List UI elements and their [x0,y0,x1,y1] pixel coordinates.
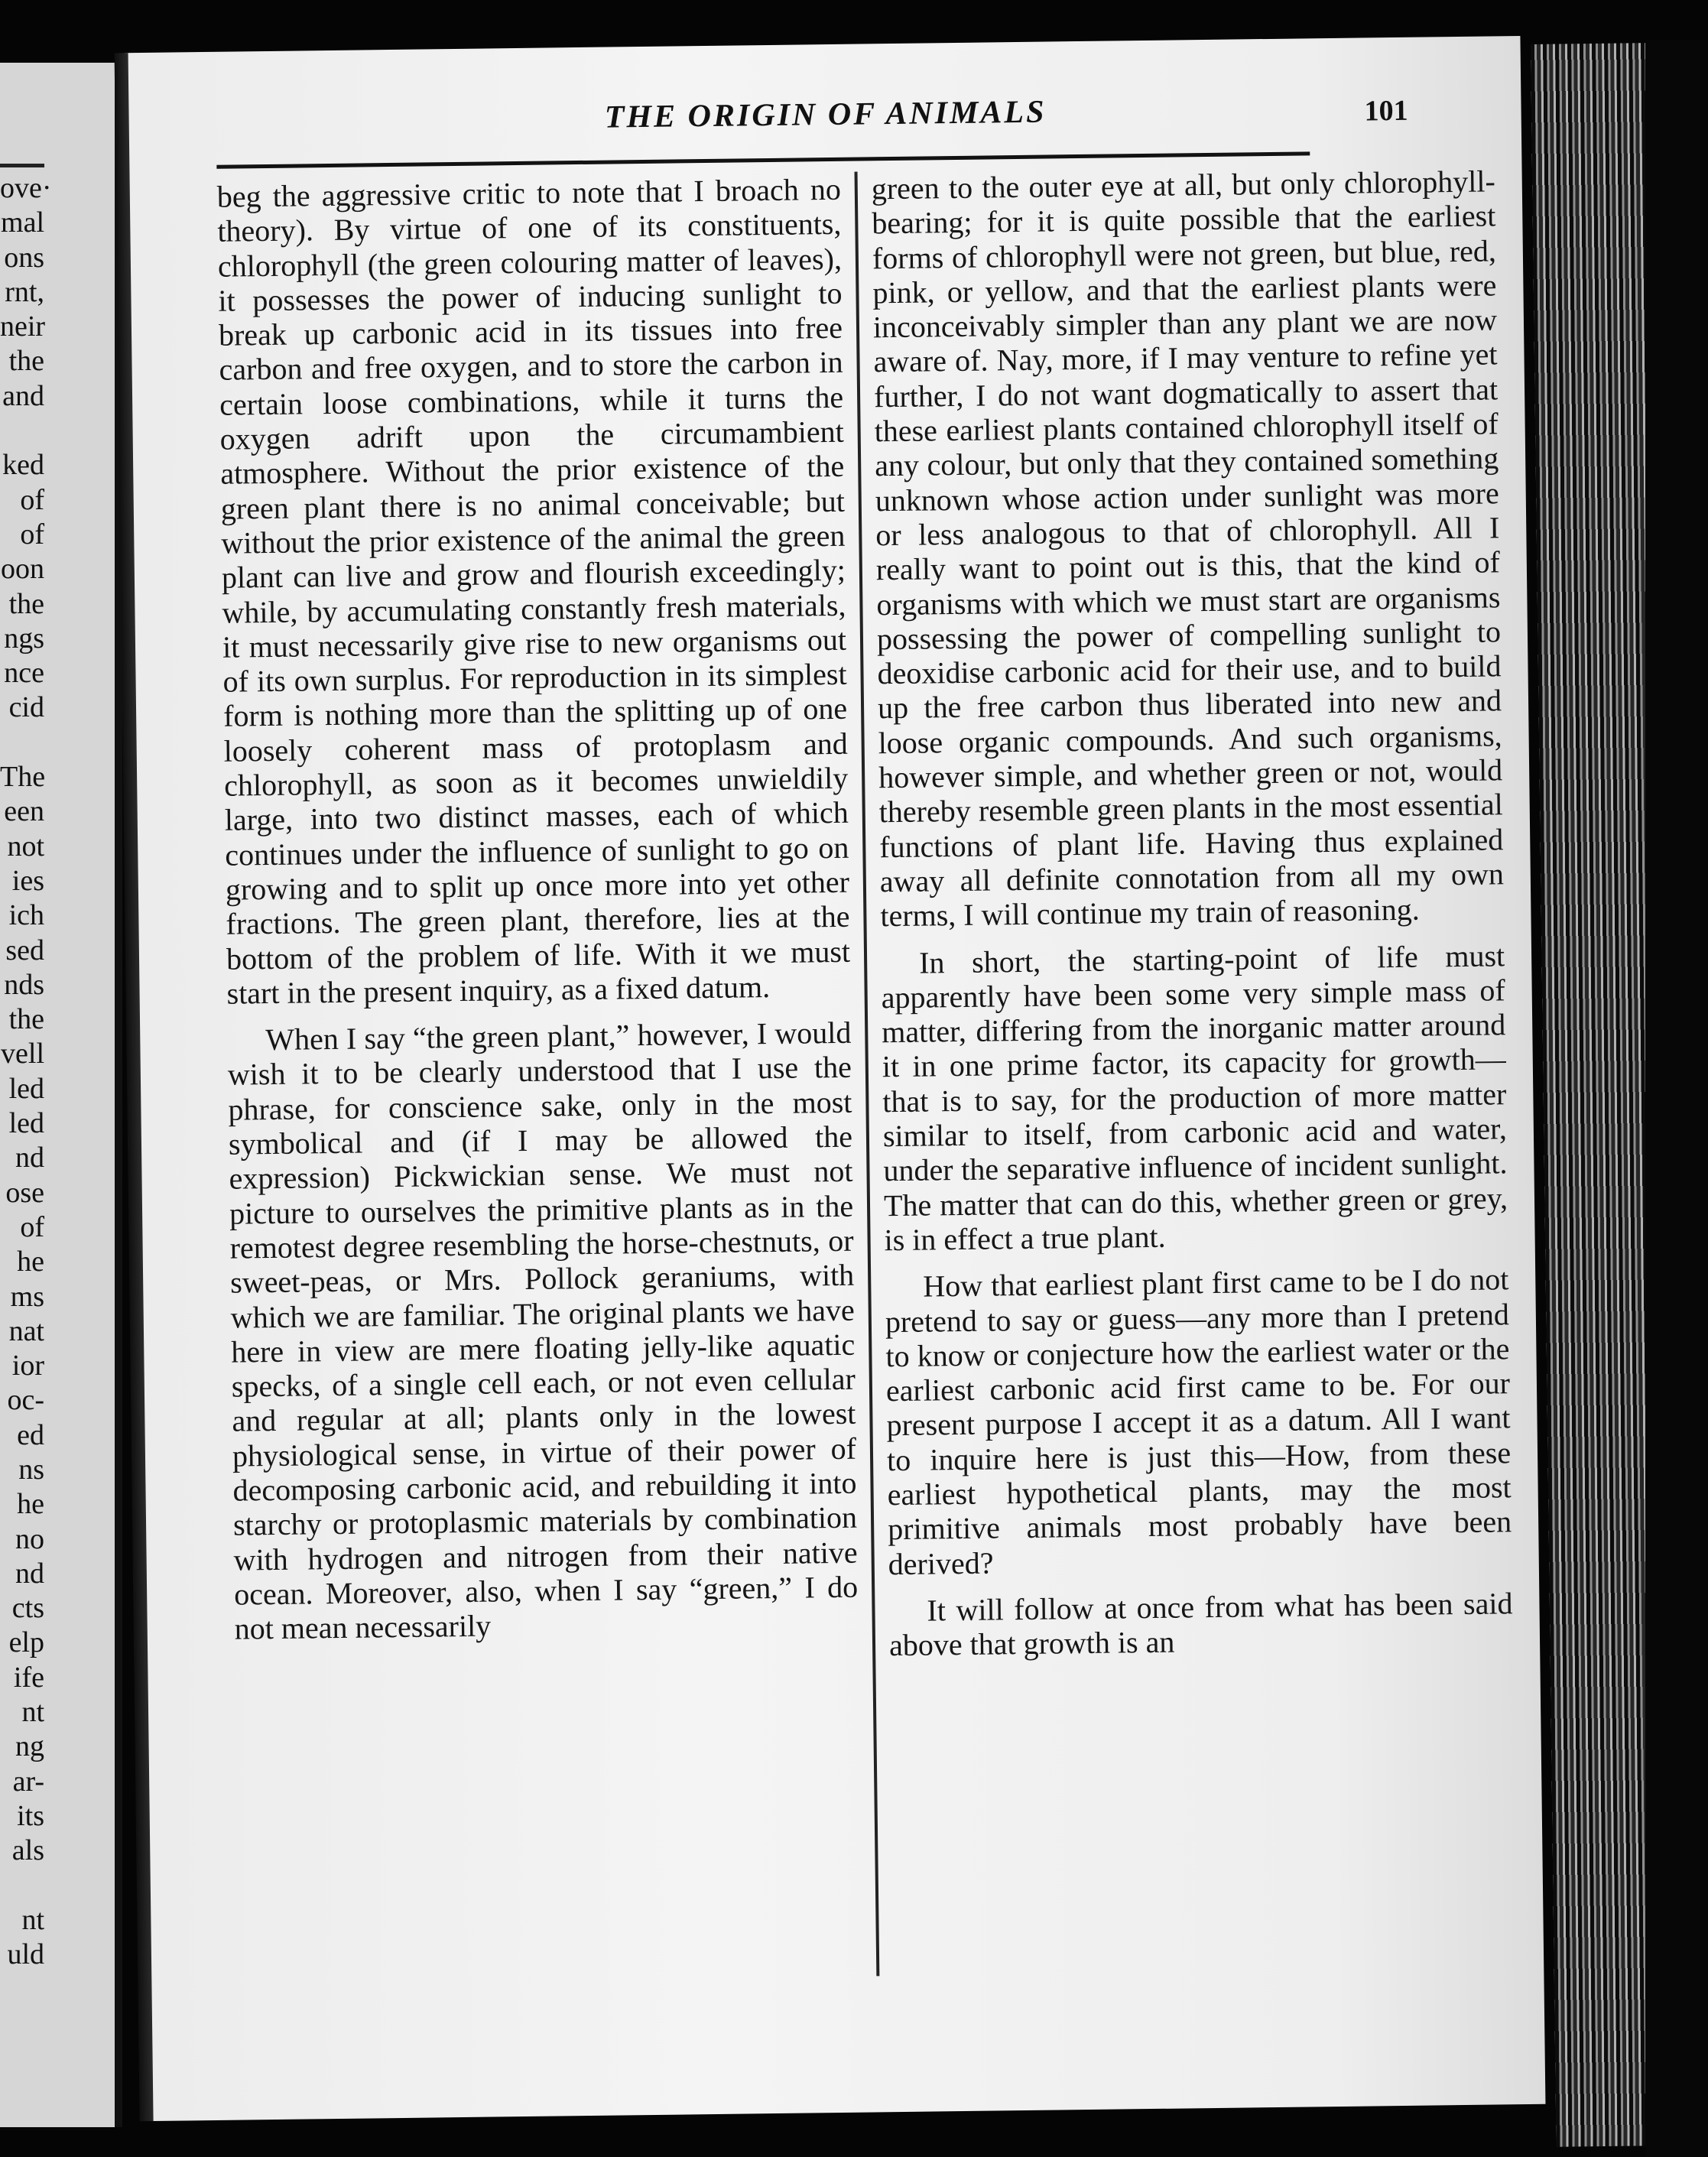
left-page-fragment: ies [11,864,44,897]
left-page-fragment: nt [21,1903,44,1936]
left-page-fragment: ich [8,899,44,932]
left-page-fragment: nce [4,657,44,690]
left-page-fragment: ed [17,1418,44,1451]
left-page-fragment: rnt, [5,275,44,308]
left-column-paragraph: When I say “the green plant,” however, I would wish it to be clearly understood that I use the phrase, for conscience sake, only in the most symbolical and (if I may be allowed the expression) Pickwickian sense. We must not picture to ourselves the primitive plants as in the remotest degree resembling the horse-chestnuts, or sweet-peas, or Mrs. Pollock geraniums, with which we are familiar. The original plants we have here in view are mere floating jelly-like aquatic specks, of a single cell each, or not even cellular and regular at all; plants only in the lowest physiological sense, in virtue of their power of decomposing carbonic acid, and rebuilding it into starchy or protoplasmic materials by combination with hydrogen and nitrogen from their native ocean. Moreover, also, when I say “green,” I do not mean necessarily [227,1015,859,1646]
left-page-fragment: ior [11,1350,44,1382]
left-page-fragment: cid [8,691,44,724]
left-page-fragment: nat [8,1314,44,1347]
left-page-fragment: ngs [4,622,44,655]
left-facing-page [0,63,122,2127]
left-page-fragment: een [4,795,44,828]
left-page-fragment: ms [10,1280,44,1313]
left-page-fragment: the [8,345,44,378]
left-page-fragment: sed [5,934,44,966]
left-page-fragment: als [11,1834,44,1867]
right-column-paragraph: In short, the starting-point of life must apparently have been some very simple mass of matter, differing from the inorganic matter around it in one prime factor, its capacity for growth—that is to say, for the production of more matter similar to itself, from carbonic acid and water, under the separative influence of incident sunlight. The matter that can do this, whether green or grey, is in effect a true plant. [881,937,1508,1258]
left-text-column [217,172,865,2107]
left-page-fragment: ked [2,449,44,482]
right-text-column [872,164,1519,2098]
left-page-fragment: elp [8,1626,44,1659]
left-page-fragment: oc- [7,1384,44,1417]
left-page-fragment: vell [1,1038,44,1070]
left-page-fragment: ar- [12,1765,44,1798]
left-page-fragment: The [0,761,46,794]
left-page-fragment: ns [18,1453,44,1486]
left-page-fragment: oon [1,553,44,586]
left-page-rule [0,164,44,167]
left-page-fragment: not [7,830,44,862]
left-page-fragment: the [8,1003,44,1036]
left-page-fragment: of [20,1210,44,1243]
left-page-fragment: he [17,1488,44,1521]
left-page-fragment: ove· [0,172,52,204]
left-page-fragment: uld [7,1938,44,1971]
left-page-fragment: of [20,483,44,516]
left-page-fragment: ife [13,1661,44,1694]
left-page-fragment: nt [21,1696,44,1729]
left-page-fragment: nd [15,1142,44,1174]
left-page-fragment: of [20,518,44,551]
left-column-paragraph: beg the aggressive critic to note that I broach no theory). By virtue of one of its constituents, chlorophyll (the green colouring matter of leaves), it possesses the power of inducing sunlight to break up carbonic acid in its tissues into free carbon and free oxygen, and to store the carbon in certain loose combinations, while it turns the oxygen adrift upon the circumambient atmosphere. Without the prior existence of the green plant there is no animal conceivable; but without the prior existence of the animal the green plant can live and grow and flourish exceedingly; while, by accumulating constantly fresh materials, it must necessarily give rise to new organisms out of its own surplus. For reproduction in its simplest form is nothing more than the splitting up of one loosely coherent mass of protoplasm and chlorophyll, as soon as it becomes unwieldily large, into two distinct masses, each of which continues under the influence of sunlight to go on growing and to split up once more into yet other fractions. The green plant, therefore, lies at the bottom of the problem of life. With it we must start in the present inquiry, as a fixed datum. [216,171,851,1011]
left-page-fragment: he [17,1246,44,1278]
book-page [125,36,1546,2121]
left-page-fragment: mal [1,206,44,239]
left-page-fragment [0,1869,44,1903]
left-page-fragment: nds [4,968,44,1001]
right-column-paragraph: How that earliest plant first came to be I do not pretend to say or guess—any more than I pretend to know or conjecture how the earliest water or the earliest carbonic acid first came to be. For our present purpose I accept it as a datum. All I want to inquire here is just this—How, from these earliest hypothetical plants, may the most primitive animals most probably have been derived? [885,1262,1512,1581]
left-page-fragment: and [2,379,44,412]
left-page-fragment: led [8,1107,44,1140]
right-column-paragraph: green to the outer eye at all, but only chlorophyll-bearing; for it is quite possible that the earliest forms of chlorophyll were not green, but blue, red, pink, or yellow, and that the earliest plants were inconceivably simpler than any plant we are now aware of. Nay, more, if I may venture to refine yet further, I do not want dogmatically to assert that these earliest plants contained chlorophyll itself of any colour, but only that they contained something unknown whose action under sunlight was more or less analogous to that of chlorophyll. All I really want to point out is this, that the kind of organisms with which we must start are organisms possessing the power of compelling sunlight to deoxidise carbonic acid for their use, and to build up the free carbon thus liberated into new and loose organic compounds. And such organisms, however simple, and whether green or not, would thereby resemble green plants in the most essential functions of plant life. Having thus explained away all definite connotation from all my own terms, I will continue my train of reasoning. [871,164,1505,934]
left-page-fragment: the [8,587,44,620]
left-page-fragment: nd [15,1557,44,1590]
running-title: THE ORIGIN OF ANIMALS [604,94,1047,135]
left-page-fragment: ons [4,241,44,274]
left-page-line-fragments [0,171,52,1972]
left-page-fragment [0,414,44,448]
running-head [125,88,1521,158]
right-column-paragraph: It will follow at once from what has been said above that growth is an [888,1586,1513,1663]
left-page-fragment: ose [5,1176,44,1209]
left-page-fragment: cts [11,1592,44,1625]
left-page-fragment: ng [15,1730,44,1763]
left-page-fragment: neir [0,310,46,343]
left-page-fragment: no [15,1522,44,1555]
two-column-text [217,164,1519,2106]
page-number: 101 [1364,94,1408,128]
scan-right-shadow [1645,40,1708,2157]
left-page-fragment [0,726,44,760]
left-page-fragment: its [17,1799,44,1832]
left-page-fragment: led [8,1072,44,1105]
